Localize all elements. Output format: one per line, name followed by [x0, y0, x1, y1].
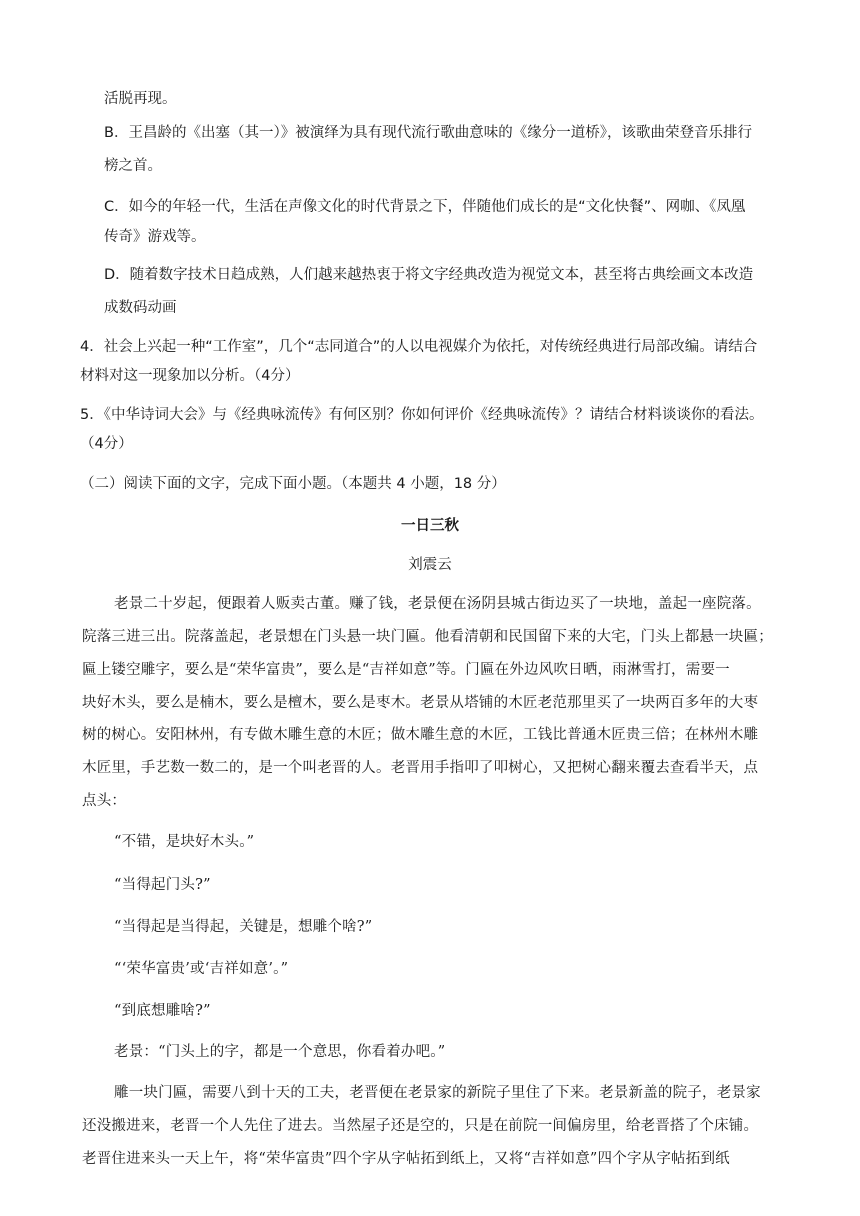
story-p2-line: 雕一块门匾，需要八到十天的工夫，老晋便在老景家的新院子里住了下来。老景新盖的院子，老景家: [114, 1085, 761, 1101]
dialogue-line: “‘荣华富贵’或‘吉祥如意’。”: [114, 961, 289, 977]
story-p2-line: 老晋住进来头一天上午，将“荣华富贵”四个字从字帖拓到纸上，又将“吉祥如意”四个字从字帖拓到纸: [82, 1151, 730, 1167]
option-c-line-2: 传奇》游戏等。: [104, 229, 206, 245]
story-title: 一日三秋: [401, 518, 459, 534]
option-b-line-2: 榜之首。: [104, 158, 162, 174]
dialogue-line: “当得起是当得起，关键是，想雕个啥?”: [114, 919, 373, 935]
question-4-line-1: 4．社会上兴起一种“工作室”，几个“志同道合”的人以电视媒介为依托，对传统经典进行局部改编。请结合: [80, 339, 758, 355]
question-5-line-2: （4分）: [80, 436, 133, 452]
dialogue-line: “当得起门头?”: [114, 877, 211, 893]
option-d-line-1: D．随着数字技术日趋成熟，人们越来越热衷于将文字经典改造为视觉文本，甚至将古典绘画文本改造: [104, 267, 754, 283]
story-p1-line: 点头：: [82, 793, 127, 809]
story-p1-line: 树的树心。安阳林州，有专做木雕生意的木匠；做木雕生意的木匠，工钱比普通木匠贵三倍；在林州木雕: [82, 727, 759, 743]
story-p1-line: 块好木头，要么是楠木，要么是檀木，要么是枣木。老景从塔铺的木匠老范那里买了一块两百多年的大枣: [82, 695, 759, 711]
story-p1-line: 匾上镂空雕字，要么是“荣华富贵”，要么是“吉祥如意”等。门匾在外边风吹日晒，雨淋雪打，需要一: [82, 662, 730, 678]
story-p1-line: 木匠里，手艺数一数二的，是一个叫老晋的人。老晋用手指叩了叩树心，又把树心翻来覆去查看半天，点: [82, 760, 759, 776]
option-c-line-1: C．如今的年轻一代，生活在声像文化的时代背景之下，伴随他们成长的是“文化快餐”、网咖、《凤凰: [104, 199, 746, 215]
dialogue-line: “不错，是块好木头。”: [114, 834, 255, 850]
question-5-line-1: 5．《中华诗词大会》与《经典咏流传》有何区别？你如何评价《经典咏流传》？请结合材料谈谈你的看法。: [80, 407, 764, 423]
dialogue-line: “到底想雕啥?”: [114, 1003, 211, 1019]
option-b-line-1: B．王昌龄的《出塞（其一）》被演绎为具有现代流行歌曲意味的《缘分一道桥》，该歌曲荣登音乐排行: [104, 125, 752, 141]
section-2-heading: （二）阅读下面的文字，完成下面小题。（本题共 4 小题，18 分）: [80, 476, 506, 492]
question-4-line-2: 材料对这一现象加以分析。（4分）: [80, 368, 300, 384]
story-p1-line: 老景二十岁起，便跟着人贩卖古董。赚了钱，老景便在汤阴县城古街边买了一块地，盖起一座院落。: [114, 596, 761, 612]
option-a-tail: 活脱再现。: [104, 91, 177, 107]
option-d-line-2: 成数码动画: [104, 300, 177, 316]
story-p1-line: 院落三进三出。院落盖起，老景想在门头悬一块门匾。他看清朝和民国留下来的大宅，门头上都悬一块匾；: [82, 629, 773, 645]
story-p2-line: 还没搬进来，老晋一个人先住了进去。当然屋子还是空的，只是在前院一间偏房里，给老晋搭了个床铺。: [82, 1118, 759, 1134]
dialogue-line: 老景：“门头上的字，都是一个意思，你看着办吧。”: [114, 1044, 446, 1060]
story-author: 刘震云: [408, 557, 452, 573]
